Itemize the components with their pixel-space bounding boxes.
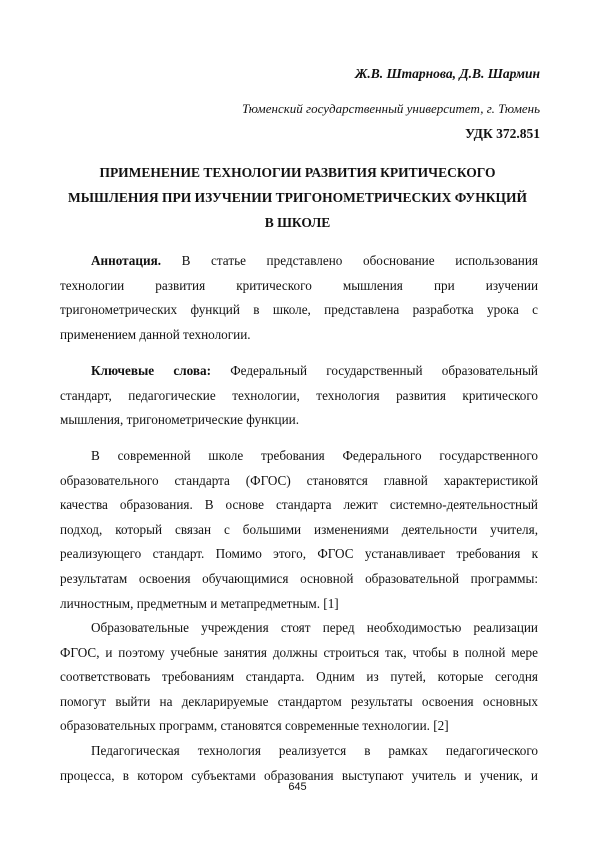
paragraph-line: подход, который связан с большими изменениями деятельности учителя, [60,521,538,537]
keywords [60,359,538,433]
paragraph-line: Педагогическая технология реализуется в рамках педагогического [91,743,538,758]
paragraph-line: ФГОС, и поэтому учебные занятия должны строиться так, чтобы в полной мере [60,644,538,660]
affiliation: Тюменский государственный университет, г. Тюмень [242,101,540,116]
page-number: 645 [288,781,307,793]
paragraph-line: В современной школе требования Федерального государственного [91,448,538,463]
abstract-text: В статье представлено обоснование использования [181,253,538,268]
udk-code: УДК 372.851 [465,126,540,141]
abstract-line: технологии развития критического мышления при изучении [60,277,538,293]
paragraph-line: процесса, в котором субъектами образования выступают учитель и ученик, и [60,767,538,783]
keywords-line: стандарт, педагогические технологии, технология развития критического [60,387,538,403]
paragraph-line: Образовательные учреждения стоят перед необходимостью реализации [91,620,538,635]
paragraph [60,444,538,616]
paragraph-line: личностным, предметным и метапредметным. [1] [60,595,339,611]
title-line: В ШКОЛЕ [264,215,331,230]
title-line: ПРИМЕНЕНИЕ ТЕХНОЛОГИИ РАЗВИТИЯ КРИТИЧЕСКОГО [99,165,496,180]
abstract [60,249,538,347]
paragraph-line: образовательных программ, становятся современные технологии. [2] [60,718,449,734]
paragraph-line: реализующего стандарт. Помимо этого, ФГОС устанавливает требования к [60,546,538,562]
paragraph-line: помогут выйти на декларируемые стандартом результаты освоения основных [60,693,538,709]
paragraph-line: образовательного стандарта (ФГОС) становятся главной характеристикой [60,472,538,488]
abstract-line [60,249,538,274]
keywords-text: Федеральный государственный образовательный [230,363,538,378]
abstract-label: Аннотация. [91,253,162,268]
paragraph-line: соответствовать требованиям стандарта. Одним из путей, которые сегодня [60,669,538,685]
title-line: МЫШЛЕНИЯ ПРИ ИЗУЧЕНИИ ТРИГОНОМЕТРИЧЕСКИХ ФУНКЦИЙ [68,190,527,205]
abstract-line: применением данной технологии. [60,326,251,342]
authors: Ж.В. Штарнова, Д.В. Шармин [354,66,540,81]
keywords-line: мышления, тригонометрические функции. [60,412,300,428]
keywords-line [60,359,538,384]
paragraph-line: качества образования. В основе стандарта лежит системно-деятельностный [60,497,538,513]
keywords-label: Ключевые слова: [91,363,211,378]
paragraph [60,616,538,739]
abstract-line: тригонометрических функций в школе, представлена разработка урока с [60,302,538,318]
paragraph-line: результатам освоения обучающимися основной образовательной программы: [60,570,538,586]
article-title [60,160,535,235]
